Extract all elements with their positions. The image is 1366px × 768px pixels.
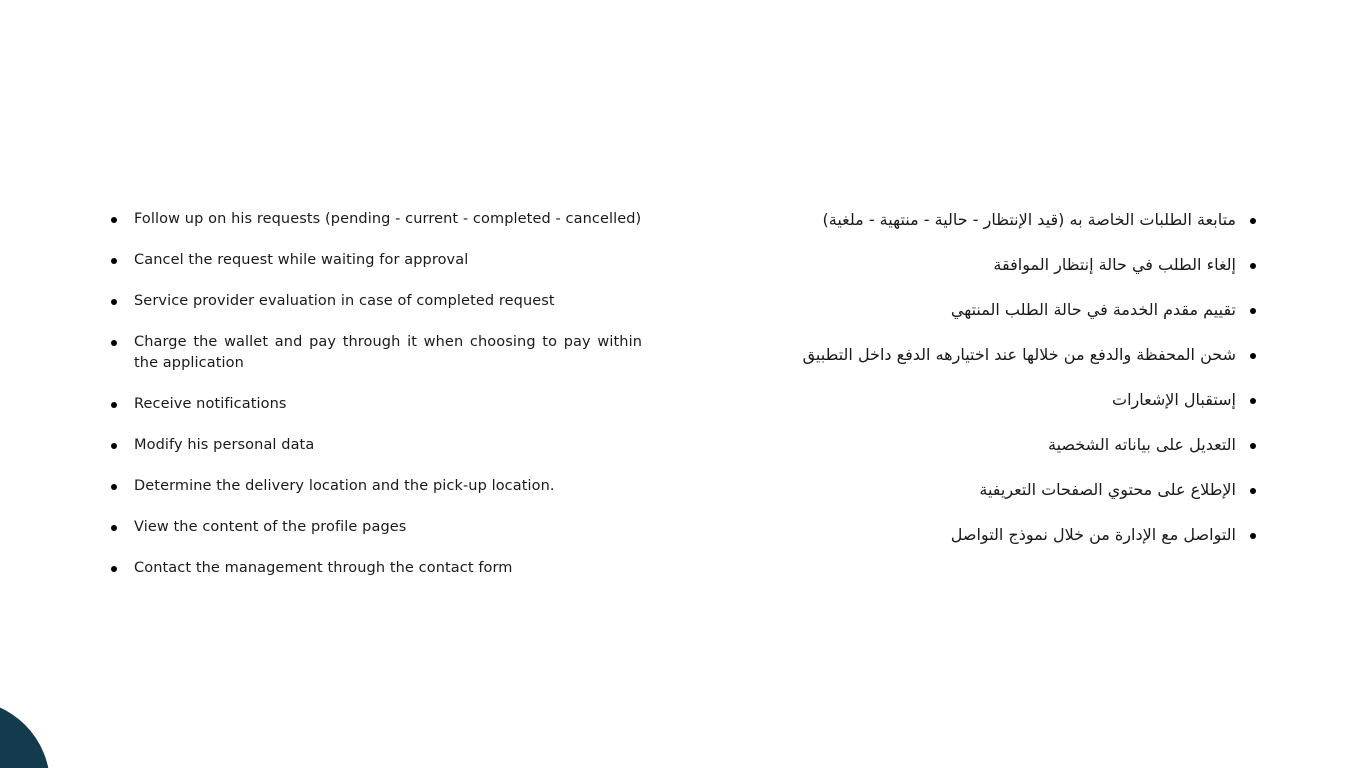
english-feature-item: Determine the delivery location and the pick-up location. [108, 476, 642, 497]
corner-decoration [0, 700, 50, 768]
arabic-feature-item: إستقبال الإشعارات [738, 386, 1258, 413]
english-feature-item: View the content of the profile pages [108, 517, 642, 538]
arabic-feature-item: التعديل على بياناته الشخصية [738, 431, 1258, 458]
arabic-feature-item: إلغاء الطلب في حالة إنتظار الموافقة [738, 251, 1258, 278]
english-feature-item: Service provider evaluation in case of completed request [108, 291, 642, 312]
english-feature-item: Receive notifications [108, 394, 642, 415]
arabic-feature-item: الإطلاع على محتوي الصفحات التعريفية [738, 476, 1258, 503]
arabic-feature-item: متابعة الطلبات الخاصة به (قيد الإنتظار - حالية - منتهية - ملغية) [738, 206, 1258, 233]
english-feature-list [108, 209, 642, 599]
arabic-feature-item: تقييم مقدم الخدمة في حالة الطلب المنتهي [738, 296, 1258, 323]
arabic-feature-list [738, 206, 1258, 566]
english-feature-item: Contact the management through the contact form [108, 558, 642, 579]
arabic-feature-item: شحن المحفظة والدفع من خلالها عند اختيارهه الدفع داخل التطبيق [738, 341, 1258, 368]
english-feature-item: Charge the wallet and pay through it when choosing to pay within the application [108, 332, 642, 374]
english-feature-item: Cancel the request while waiting for approval [108, 250, 642, 271]
english-feature-item: Modify his personal data [108, 435, 642, 456]
english-feature-item: Follow up on his requests (pending - current - completed - cancelled) [108, 209, 642, 230]
arabic-feature-item: التواصل مع الإدارة من خلال نموذج التواصل [738, 521, 1258, 548]
